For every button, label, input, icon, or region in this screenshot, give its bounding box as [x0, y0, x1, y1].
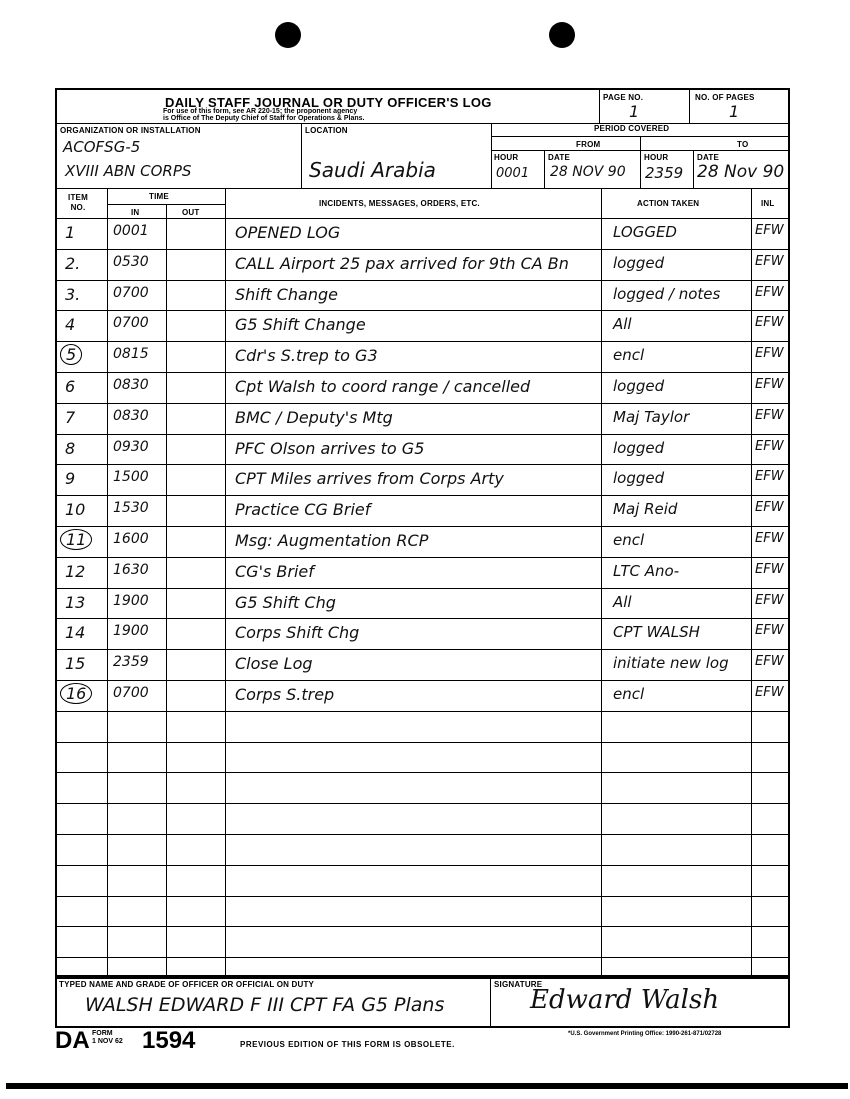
entry-incident: Corps S.trep [235, 685, 335, 704]
form-subtitle: For use of this form, see AR 220-15; the proponent agency is Office of The Deputy Chief of Staff for Operations & Plans. [163, 108, 365, 122]
incidents-label: INCIDENTS, MESSAGES, ORDERS, ETC. [319, 199, 480, 208]
entry-item-no: 11 [60, 529, 92, 550]
row-divider [57, 742, 788, 743]
entry-item-no: 14 [65, 623, 86, 643]
entry-incident: Cdr's S.trep to G3 [235, 346, 378, 366]
entry-time-in: 1530 [113, 500, 149, 517]
entry-item-no: 7 [65, 407, 76, 427]
entry-action: All [613, 592, 632, 611]
entry-time-in: 0815 [113, 346, 149, 363]
organization-value-1: ACOFSG-5 [63, 138, 141, 156]
entry-item-no: 10 [65, 500, 86, 520]
time-label: TIME [149, 192, 169, 201]
entry-action: CPT WALSH [613, 623, 700, 642]
entry-item-no: 1 [65, 223, 76, 242]
entry-incident: BMC / Deputy's Mtg [235, 407, 393, 427]
row-divider [57, 896, 788, 897]
form-da: DA [55, 1027, 90, 1054]
row-divider [57, 464, 788, 465]
in-label: IN [131, 208, 140, 217]
entry-incident: CALL Airport 25 pax arrived for 9th CA Bn [235, 253, 569, 273]
row-divider [57, 434, 788, 435]
from-date-label: DATE [548, 153, 570, 162]
entry-item-no: 8 [65, 438, 76, 458]
entry-initials: EFW [755, 438, 784, 454]
entry-time-in: 1900 [113, 623, 149, 640]
form-number: 1594 [142, 1027, 196, 1054]
row-divider [57, 772, 788, 773]
entry-action: LTC Ano- [613, 561, 680, 580]
entry-action: Maj Reid [613, 500, 678, 519]
entry-time-in: 0700 [113, 315, 149, 332]
row-divider [57, 711, 788, 712]
entry-item-no: 16 [60, 683, 92, 704]
entry-time-in: 0830 [113, 377, 149, 393]
entry-initials: EFW [755, 377, 784, 392]
entry-incident: G5 Shift Change [235, 315, 366, 335]
entry-incident: Practice CG Brief [235, 500, 371, 520]
entry-action: initiate new log [613, 654, 729, 673]
entry-time-in: 0530 [113, 253, 149, 270]
entry-time-in: 1500 [113, 469, 149, 486]
to-date-label: DATE [697, 153, 719, 162]
out-label: OUT [182, 208, 200, 217]
entry-action: All [613, 315, 632, 334]
row-divider [57, 310, 788, 311]
entry-time-in: 0930 [113, 438, 149, 455]
entry-incident: Shift Change [235, 284, 338, 304]
entry-item-no: 9 [65, 469, 76, 489]
from-hour-value: 0001 [496, 166, 530, 181]
row-divider [57, 280, 788, 281]
entry-initials: EFW [755, 561, 784, 577]
row-divider [57, 680, 788, 681]
row-divider [57, 372, 788, 373]
initials-label: INL [761, 199, 775, 208]
row-divider [57, 926, 788, 927]
entry-action: logged [613, 377, 665, 395]
entry-action: encl [613, 346, 645, 365]
entry-initials: EFW [755, 315, 784, 331]
page-no-value: 1 [629, 102, 640, 121]
entry-time-in: 0001 [113, 223, 149, 239]
entry-item-no: 15 [65, 654, 86, 674]
entry-time-in: 0830 [113, 407, 149, 424]
entry-initials: EFW [755, 407, 784, 423]
entry-item-no: 6 [65, 377, 76, 396]
row-divider [57, 588, 788, 589]
typed-name-value: WALSH EDWARD F III CPT FA G5 Plans [85, 994, 445, 1016]
entry-initials: EFW [755, 623, 784, 639]
entry-incident: Cpt Walsh to coord range / cancelled [235, 377, 531, 396]
signature-value: Edward Walsh [530, 985, 720, 1015]
entry-time-in: 0700 [113, 685, 149, 701]
page-no-label: PAGE NO. [603, 93, 644, 102]
row-divider [57, 834, 788, 835]
to-label: TO [737, 140, 749, 149]
location-label: LOCATION [305, 126, 348, 135]
form-word: FORM 1 NOV 62 [92, 1030, 123, 1045]
bottom-rule [6, 1083, 848, 1089]
entry-incident: Msg: Augmentation RCP [235, 531, 429, 550]
entry-initials: EFW [755, 685, 784, 700]
organization-label: ORGANIZATION OR INSTALLATION [60, 126, 201, 135]
row-divider [57, 403, 788, 404]
row-divider [57, 526, 788, 527]
no-pages-value: 1 [729, 102, 740, 121]
organization-value-2: XVIII ABN CORPS [65, 162, 192, 180]
entry-incident: CPT Miles arrives from Corps Arty [235, 469, 504, 489]
no-pages-label: NO. OF PAGES [695, 93, 755, 102]
row-divider [57, 649, 788, 650]
row-divider [57, 341, 788, 342]
signature-label: SIGNATURE [494, 980, 543, 989]
entry-initials: EFW [755, 500, 784, 516]
entry-item-no: 12 [65, 561, 86, 581]
row-divider [57, 495, 788, 496]
to-date-value: 28 Nov 90 [697, 162, 785, 182]
entry-action: logged [613, 253, 665, 272]
entry-time-in: 2359 [113, 654, 149, 671]
entry-initials: EFW [755, 253, 784, 269]
row-divider [57, 249, 788, 250]
previous-edition-note: PREVIOUS EDITION OF THIS FORM IS OBSOLETE. [240, 1040, 455, 1049]
item-no-label: ITEM NO. [68, 193, 88, 212]
entry-initials: EFW [755, 346, 784, 362]
to-hour-value: 2359 [645, 164, 684, 182]
action-label: ACTION TAKEN [637, 199, 700, 208]
entry-item-no: 4 [65, 315, 76, 335]
entry-initials: EFW [755, 654, 784, 670]
entry-item-no: 5 [60, 344, 82, 365]
entry-action: logged [613, 469, 665, 488]
from-hour-label: HOUR [494, 153, 519, 162]
entry-initials: EFW [755, 223, 784, 238]
duty-log-form [55, 88, 790, 977]
row-divider [57, 865, 788, 866]
from-label: FROM [576, 140, 601, 149]
form-title: DAILY STAFF JOURNAL OR DUTY OFFICER'S LOG [165, 95, 492, 110]
entry-item-no: 3. [65, 284, 81, 304]
entry-action: Maj Taylor [613, 407, 690, 426]
to-hour-label: HOUR [644, 153, 669, 162]
entry-incident: CG's Brief [235, 561, 314, 581]
typed-name-label: TYPED NAME AND GRADE OF OFFICER OR OFFICIAL ON DUTY [59, 980, 315, 989]
from-date-value: 28 NOV 90 [550, 164, 626, 180]
entry-initials: EFW [755, 469, 784, 485]
row-divider [57, 618, 788, 619]
entry-action: encl [613, 531, 645, 549]
entry-item-no: 13 [65, 592, 86, 612]
punch-hole-left [275, 22, 301, 48]
entry-incident: Corps Shift Chg [235, 623, 360, 643]
entry-time-in: 1600 [113, 531, 149, 547]
row-divider [57, 557, 788, 558]
entry-incident: G5 Shift Chg [235, 592, 336, 612]
period-label: PERIOD COVERED [594, 124, 670, 133]
entry-time-in: 1630 [113, 561, 149, 578]
row-divider [57, 803, 788, 804]
entry-time-in: 0700 [113, 284, 149, 301]
entry-incident: PFC Olson arrives to G5 [235, 438, 425, 458]
entry-action: encl [613, 685, 645, 703]
punch-hole-right [549, 22, 575, 48]
entry-action: logged [613, 438, 665, 457]
entry-action: logged / notes [613, 284, 721, 303]
location-value: Saudi Arabia [309, 158, 436, 182]
row-divider [57, 957, 788, 958]
entry-initials: EFW [755, 531, 784, 546]
entry-incident: Close Log [235, 654, 313, 674]
entry-initials: EFW [755, 284, 784, 300]
entry-action: LOGGED [613, 223, 677, 241]
entry-item-no: 2. [65, 253, 81, 273]
gpo-note: *U.S. Government Printing Office: 1990-261-871/02728 [568, 1031, 722, 1037]
entry-time-in: 1900 [113, 592, 149, 609]
entry-initials: EFW [755, 592, 784, 608]
entry-incident: OPENED LOG [235, 223, 341, 242]
